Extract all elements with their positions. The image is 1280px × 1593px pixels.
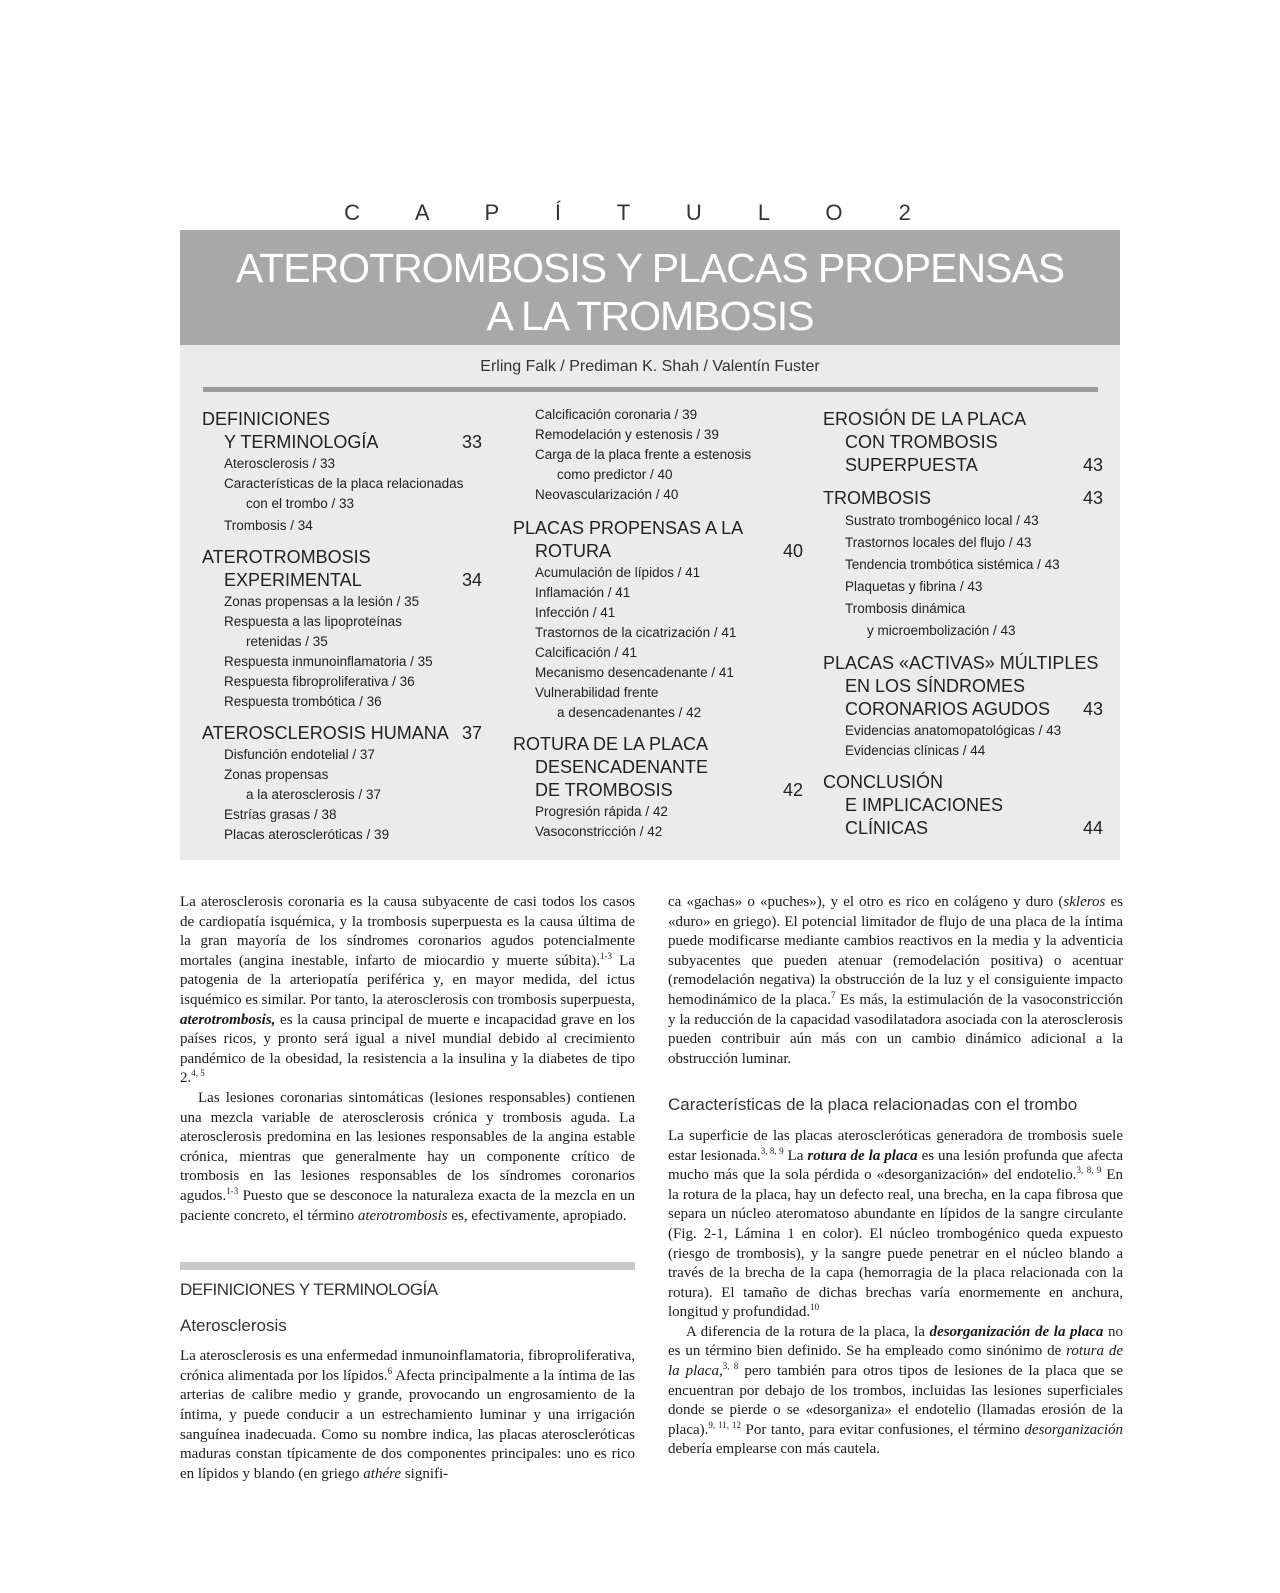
toc-section-title: CLÍNICAS xyxy=(845,818,929,838)
paragraph: Las lesiones coronarias sintomáticas (lesiones responsables) contienen una mezcla variable de aterosclerosis crónica y trombosis aguda. La aterosclerosis predomina en las lesiones responsables de la angina estable crónica, mientras que generalmente hay un componente crítico de trombosis en las lesiones responsables de los síndromes coronarios agudos.$^{1-3}$ Puesto que se desconoce la naturaleza exacta de la mezcla en un paciente concreto, el término aterotrombosis es, efectivamente, apropiado. xyxy=(180,1089,635,1224)
toc-section-title: ATEROSCLEROSIS HUMANA xyxy=(202,723,449,743)
toc-item: Calcificación / 41 xyxy=(535,645,638,660)
paragraph: La aterosclerosis coronaria es la causa subyacente de casi todos los casos de cardiopatía isquémica, y la trombosis superpuesta es la causa última de la gran mayoría de los síndromes coronarios agudos potencialmente mortales (angina inestable, infarto de miocardio y muerte súbita).$^{1-3}$ La patogenia de la arteriopatía periférica y, en mayor medida, del ictus isquémico es similar. Por tanto, la aterosclerosis con trombosis superpuesta, aterotrombosis, es la causa principal de muerte e incapacidad grave en los países ricos, y pronto será igual a nivel mundial debido al crecimiento pandémico de la obesidad, la resistencia a la insulina y la diabetes de tipo 2.$^{4, 5}$ xyxy=(180,894,635,1087)
toc-subitems xyxy=(513,563,803,723)
toc-item: retenidas / 35 xyxy=(246,634,328,649)
toc-section xyxy=(823,487,1103,510)
toc-item: Remodelación y estenosis / 39 xyxy=(535,427,719,442)
toc-item: Aterosclerosis / 33 xyxy=(224,456,336,471)
section-heading-bar xyxy=(180,1262,635,1270)
toc-item: Vulnerabilidad frente xyxy=(535,685,659,700)
toc-item: Trombosis / 34 xyxy=(224,518,313,533)
toc-subitems xyxy=(513,802,803,842)
toc-item: a desencadenantes / 42 xyxy=(557,705,702,720)
toc-item: Zonas propensas xyxy=(224,767,329,782)
paragraph: ca «gachas» o «puches»), y el otro es rico en colágeno y duro (skleros es «duro» en griego). El potencial limitador de flujo de una placa de la íntima puede modificarse mediante cambios reactivos en la media y la adventicia subyacentes que pueden atenuar (remodelación positiva) o acentuar (remodelación negativa) la obstrucción de la luz y el consiguiente impacto hemodinámico de la placa.$^7$ Es más, la estimulación de la vasoconstricción y la reducción de la capacidad vasodilatadora asociada con la aterosclerosis pueden contribuir aún más con un cambio dinámico adicional a la obstrucción luminar. xyxy=(668,894,1123,1067)
chapter-label: C A P Í T U L O 2 xyxy=(344,200,936,225)
toc-section xyxy=(513,517,803,563)
toc-section-title: ROTURA xyxy=(535,541,611,561)
toc-item: Vasoconstricción / 42 xyxy=(535,824,663,839)
chapter-title-line2: A LA TROMBOSIS xyxy=(486,293,814,339)
toc-section-title: DE TROMBOSIS xyxy=(535,780,673,800)
toc-section xyxy=(823,771,1103,840)
toc-page-number: 33 xyxy=(461,432,482,452)
toc-item: Plaquetas y fibrina / 43 xyxy=(845,579,983,594)
body-column-right xyxy=(668,893,1123,1460)
toc-page-number: 42 xyxy=(782,780,803,800)
toc-section xyxy=(823,652,1103,721)
toc-section-title: Y TERMINOLOGÍA xyxy=(224,432,379,452)
section-heading: DEFINICIONES Y TERMINOLOGÍA xyxy=(180,1280,438,1300)
toc-section xyxy=(513,733,803,802)
toc-section-title: ATEROTROMBOSIS xyxy=(202,547,371,567)
toc-item: Calcificación coronaria / 39 xyxy=(535,407,698,422)
subsection-heading: Características de la placa relacionadas con el trombo xyxy=(668,1095,1078,1115)
toc-section xyxy=(202,546,482,592)
toc-page-number: 34 xyxy=(461,570,482,590)
toc-page-number: 43 xyxy=(1082,699,1103,719)
toc-section-title: CONCLUSIÓN xyxy=(823,772,944,792)
toc-section-title: DESENCADENANTE xyxy=(535,757,709,777)
toc-item: Trombosis dinámica xyxy=(845,601,966,616)
toc-section-title: E IMPLICACIONES xyxy=(845,795,1004,815)
toc-divider xyxy=(203,387,1098,392)
toc-page-number: 40 xyxy=(782,541,803,561)
toc-item: Respuesta fibroproliferativa / 36 xyxy=(224,674,415,689)
toc-section-title: PLACAS PROPENSAS A LA xyxy=(513,518,744,538)
authors: Erling Falk / Prediman K. Shah / Valentín Fuster xyxy=(480,358,820,375)
toc-item: Infección / 41 xyxy=(535,605,616,620)
paragraph: A diferencia de la rotura de la placa, la desorganización de la placa no es un término bien definido. Se ha empleado como sinónimo de rotura de la placa,$^{3, 8}$ pero también para otros tipos de lesiones de la placa que se encuentran por debajo de los trombos, incluidas las lesiones superficiales donde se pierde o se «desorganiza» el endotelio (llamadas erosión de la placa).$^{9, 11, 12}$ Por tanto, para evitar confusiones, el término desorganización debería emplearse con más cautela. xyxy=(668,1323,1124,1458)
toc-item: con el trombo / 33 xyxy=(246,496,355,511)
toc-column-1 xyxy=(202,408,482,845)
toc-column-3 xyxy=(823,408,1103,840)
toc-item: Carga de la placa frente a estenosis xyxy=(535,447,752,462)
toc-section-title: CORONARIOS AGUDOS xyxy=(845,699,1051,719)
toc-page-number: 37 xyxy=(461,723,482,743)
toc-item: Evidencias clínicas / 44 xyxy=(845,743,986,758)
toc-subitems xyxy=(823,721,1103,761)
toc-item: y microembolización / 43 xyxy=(867,623,1016,638)
toc-item: Evidencias anatomopatológicas / 43 xyxy=(845,723,1062,738)
chapter-title-line1: ATEROTROMBOSIS Y PLACAS PROPENSAS xyxy=(235,245,1065,291)
toc-page-number: 43 xyxy=(1082,455,1103,475)
toc-item: Placas ateroscleróticas / 39 xyxy=(224,827,390,842)
table-of-contents xyxy=(180,345,1120,860)
toc-item: Neovascularización / 40 xyxy=(535,487,679,502)
body-column-left xyxy=(180,893,635,1484)
paragraph-continued-right: signifi- xyxy=(401,1465,449,1482)
toc-item: Progresión rápida / 42 xyxy=(535,804,668,819)
subsection-heading: Aterosclerosis xyxy=(180,1315,287,1335)
toc-item: Estrías grasas / 38 xyxy=(224,807,337,822)
toc-item: Sustrato trombogénico local / 43 xyxy=(845,513,1039,528)
paragraph: La aterosclerosis es una enfermedad inmunoinflamatoria, fibroproliferativa, crónica alimentada por los lípidos.$^6$ Afecta principalmente a la íntima de las arterias de calibre medio y grande, provocando un engrosamiento de la íntima, y puede conducir a un estrechamiento luminar y una irrigación sanguínea inadecuada. Como su nombre indica, las placas ateroscleróticas maduras constan típicamente de dos componentes principales: uno es rico en lípidos y blando (en griego athére signifi- xyxy=(180,1348,635,1482)
toc-subitems xyxy=(202,454,482,536)
toc-section-title: CON TROMBOSIS xyxy=(845,432,998,452)
toc-item: a la aterosclerosis / 37 xyxy=(246,787,382,802)
toc-item: Trastornos locales del flujo / 43 xyxy=(845,535,1032,550)
toc-section-title: DEFINICIONES xyxy=(202,409,331,429)
toc-subitems xyxy=(202,592,482,712)
chapter-title-banner xyxy=(180,230,1120,345)
paragraph: La superficie de las placas ateroscleróticas generadora de trombosis suele estar lesionada.$^{3, 8, 9}$ La rotura de la placa es una lesión profunda que afecta mucho más que la sola pérdida o «desorganización» del endotelio.$^{3, 8, 9}$ En la rotura de la placa, hay un defecto real, una brecha, en la capa fibrosa que separa un núcleo ateromatoso abundante en lípidos de la sangre circulante (Fig. 2-1, Lámina 1 en color). El núcleo trombogénico queda expuesto (riesgo de trombosis), y la sangre puede penetrar en el núcleo blando a través de la brecha de la capa (hemorragia de la placa relacionada con la rotura). El tamaño de dichas brechas varía enormemente en anchura, longitud y profundidad.$^{10}$ xyxy=(668,1127,1123,1321)
toc-item: Respuesta a las lipoproteínas xyxy=(224,614,402,629)
toc-item: Respuesta inmunoinflamatoria / 35 xyxy=(224,654,433,669)
toc-subitems xyxy=(823,510,1103,642)
toc-section-title: EN LOS SÍNDROMES xyxy=(845,676,1026,696)
toc-section-title: SUPERPUESTA xyxy=(845,455,978,475)
toc-item: Mecanismo desencadenante / 41 xyxy=(535,665,734,680)
toc-item: Disfunción endotelial / 37 xyxy=(224,747,375,762)
toc-section-title: ROTURA DE LA PLACA xyxy=(513,734,709,754)
toc-item: Respuesta trombótica / 36 xyxy=(224,694,382,709)
toc-item: como predictor / 40 xyxy=(557,467,673,482)
toc-item: Acumulación de lípidos / 41 xyxy=(535,565,701,580)
toc-column-2 xyxy=(513,408,803,842)
toc-item: Características de la placa relacionadas xyxy=(224,476,464,491)
toc-item: Inflamación / 41 xyxy=(535,585,631,600)
toc-page-number: 44 xyxy=(1082,818,1103,838)
toc-page-number: 43 xyxy=(1082,488,1103,508)
toc-section-title: EXPERIMENTAL xyxy=(224,570,362,590)
toc-section-title: TROMBOSIS xyxy=(823,488,932,508)
toc-subitems xyxy=(202,745,482,845)
toc-section-title: EROSIÓN DE LA PLACA xyxy=(823,409,1027,429)
toc-section xyxy=(202,722,482,745)
toc-item: Zonas propensas a la lesión / 35 xyxy=(224,594,420,609)
toc-item: Trastornos de la cicatrización / 41 xyxy=(535,625,737,640)
toc-section xyxy=(823,408,1103,477)
toc-section xyxy=(202,408,482,454)
toc-item: Tendencia trombótica sistémica / 43 xyxy=(845,557,1060,572)
toc-section-title: PLACAS «ACTIVAS» MÚLTIPLES xyxy=(823,653,1099,673)
toc-subitems xyxy=(513,405,803,505)
